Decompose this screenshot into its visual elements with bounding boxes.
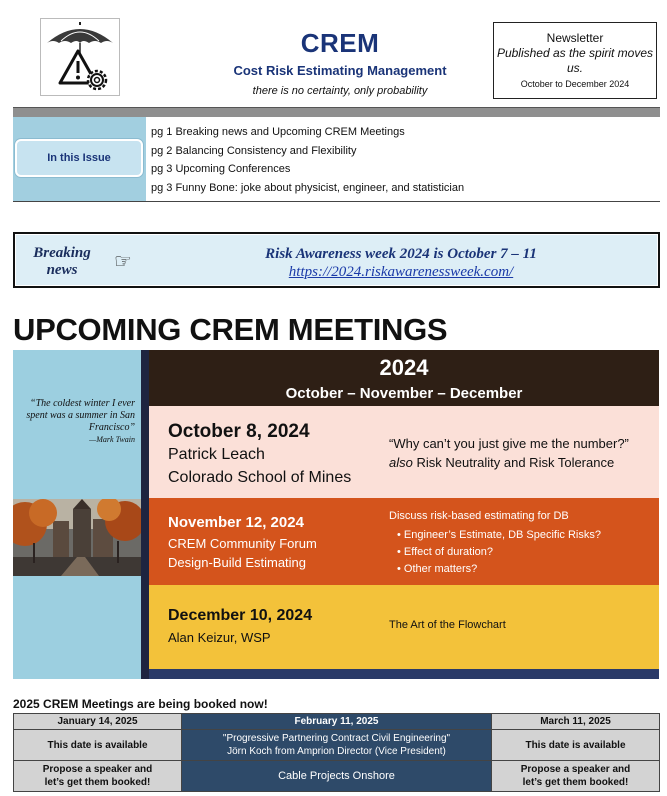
table-cell (491, 761, 659, 792)
meeting-december (149, 585, 659, 669)
table-cell: This date is available (491, 730, 659, 761)
meeting-date: October 8, 2024 (168, 421, 310, 442)
table-row (14, 730, 660, 761)
newsletter-info-box (493, 22, 657, 99)
quote-text: “The coldest winter I ever spent was a summer in San Francisco” (26, 398, 135, 433)
meeting-speaker: Alan Keizur, WSP (168, 630, 271, 645)
meetings-footer-bar (149, 669, 659, 679)
newsletter-dates: October to December 2024 (520, 79, 630, 89)
issue-sidebar (13, 117, 146, 201)
issue-item[interactable]: pg 2 Balancing Consistency and Flexibility (151, 144, 357, 157)
cta-line: let’s get them booked! (522, 777, 629, 788)
meeting-topic: “Why can’t you just give me the number?” (389, 436, 629, 451)
breaking-news-headline: Risk Awareness week 2024 is October 7 – 11 (265, 246, 537, 262)
newsletter-label: Newsletter (546, 31, 604, 45)
crem-logo (40, 18, 120, 96)
in-this-issue-label: In this Issue (15, 139, 143, 177)
newsletter-subtitle: Cost Risk Estimating Management (233, 63, 447, 78)
issue-item[interactable]: pg 1 Breaking news and Upcoming CREM Meetings (151, 126, 405, 138)
table-header-cell: March 11, 2025 (491, 714, 659, 730)
meeting-topic: The Art of the Flowchart (389, 619, 506, 631)
issue-list (151, 123, 651, 197)
bullet-item: • Other matters? (397, 563, 478, 575)
meetings-2025-table (13, 713, 660, 792)
quote-author: —Mark Twain (89, 435, 135, 444)
bullet-item: • Effect of duration? (397, 546, 494, 558)
meeting-topic: Discuss risk-based estimating for DB (389, 510, 569, 522)
meeting-date: December 10, 2024 (168, 607, 313, 624)
newsletter-spirit: Published as the spirit moves us. (496, 46, 654, 75)
table-cell: This date is available (14, 730, 182, 761)
issue-item[interactable]: pg 3 Upcoming Conferences (151, 163, 291, 175)
cta-line: let’s get them booked! (44, 777, 151, 788)
cta-line: Propose a speaker and (42, 764, 153, 775)
pointing-hand-icon: ☞ (114, 251, 132, 273)
meeting-topic-secondary (389, 455, 659, 470)
meeting-bullets (397, 527, 601, 578)
meeting-speaker: Patrick Leach (168, 446, 265, 463)
header-divider (13, 107, 660, 117)
topic-rest: Risk Neutrality and Risk Tolerance (412, 455, 615, 470)
meeting-date: November 12, 2024 (168, 514, 304, 531)
meeting-october (149, 406, 659, 498)
meeting-affiliation: Colorado School of Mines (168, 469, 352, 486)
newsletter-title: CREM (300, 28, 380, 58)
table-cell (182, 730, 492, 761)
table-cell: Cable Projects Onshore (182, 761, 492, 792)
breaking-news-box (13, 232, 660, 288)
meetings-months: October – November – December (285, 385, 523, 402)
breaking-news-link[interactable]: https://2024.riskawarenessweek.com/ (288, 264, 514, 280)
meetings-divider (141, 350, 149, 679)
mark-twain-quote (22, 398, 135, 446)
year-band (149, 350, 659, 406)
meeting-november (149, 498, 659, 585)
bullet-item: • Engineer’s Estimate, DB Specific Risks? (397, 529, 601, 541)
talk-speaker: Jörn Koch from Amprion Director (Vice President) (227, 746, 446, 757)
meeting-affiliation: Design-Build Estimating (168, 555, 307, 570)
newsletter-tagline: there is no certainty, only probability (252, 85, 428, 97)
table-header-cell: February 11, 2025 (182, 714, 492, 730)
cta-line: Propose a speaker and (520, 764, 631, 775)
table-cell (14, 761, 182, 792)
table-row (14, 761, 660, 792)
in-this-issue-section (13, 117, 660, 202)
table-header-row (14, 714, 660, 730)
autumn-street-photo (13, 499, 141, 576)
meetings-year: 2024 (379, 355, 429, 380)
meetings-2025-heading: 2025 CREM Meetings are being booked now! (13, 697, 268, 711)
breaking-news-background (16, 235, 657, 285)
meeting-speaker: CREM Community Forum (168, 536, 317, 551)
upcoming-meetings-heading: UPCOMING CREM MEETINGS (13, 312, 448, 347)
topic-also: also (389, 455, 413, 470)
breaking-news-label: Breaking news (33, 245, 91, 278)
table-header-cell: January 14, 2025 (14, 714, 182, 730)
issue-item[interactable]: pg 3 Funny Bone: joke about physicist, engineer, and statistician (151, 181, 465, 194)
talk-title: "Progressive Partnering Contract Civil Engineering" (222, 733, 451, 744)
umbrella-warning-icon (41, 19, 119, 95)
